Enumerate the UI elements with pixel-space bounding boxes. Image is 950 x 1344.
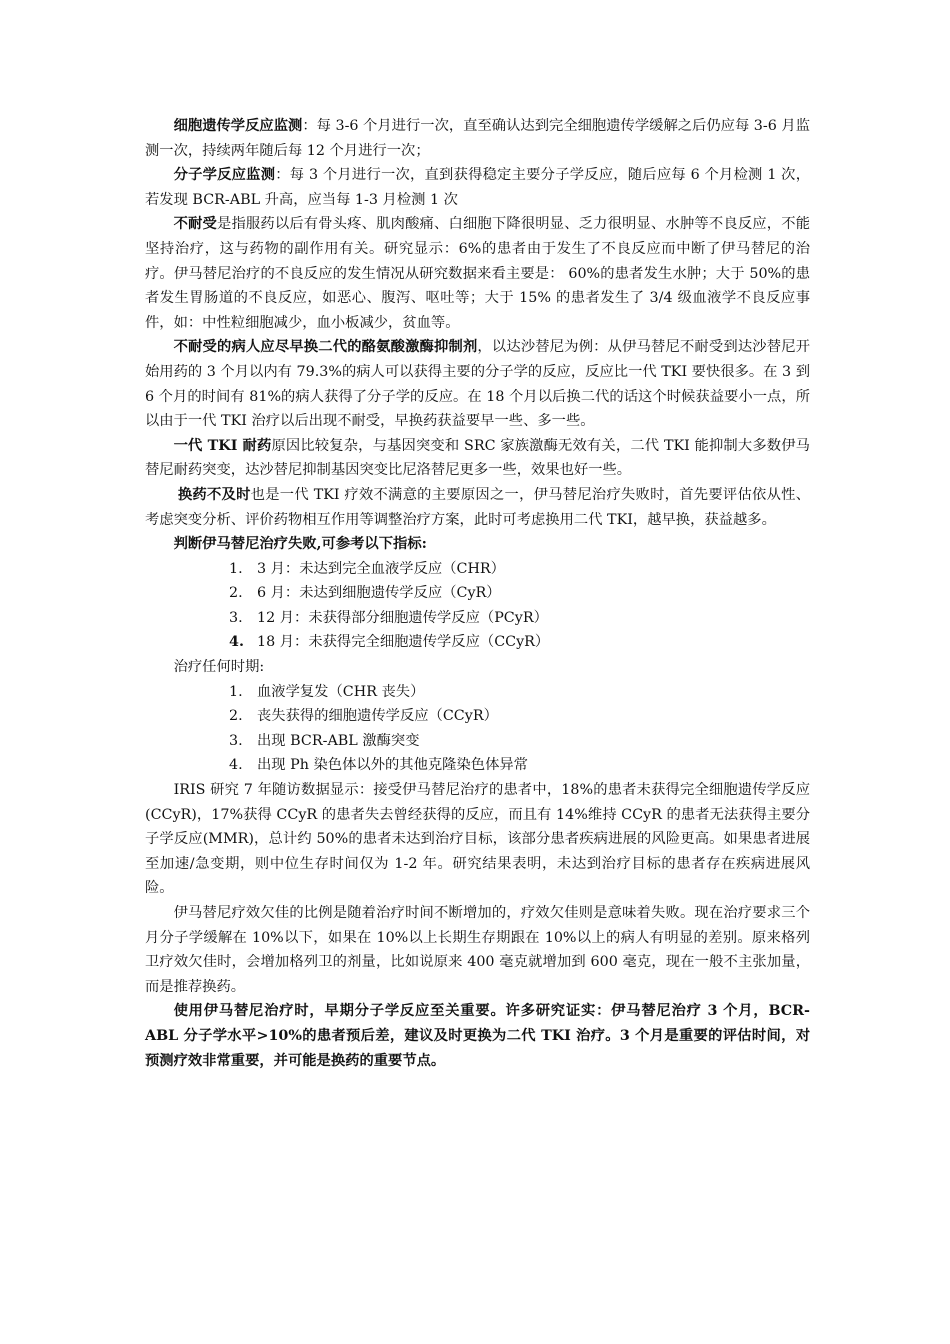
list-item [145, 557, 810, 582]
list-text: 12 月：未获得部分细胞遗传学反应（PCyR） [257, 609, 548, 626]
list-number: 2. [229, 708, 243, 725]
list-text: 出现 Ph 染色体以外的其他克隆染色体异常 [257, 757, 528, 774]
paragraph-intolerance [145, 212, 810, 335]
list-number: 3. [229, 732, 243, 749]
term-second-gen-switch: 不耐受的病人应尽早换二代的酪氨酸激酶抑制剂 [173, 339, 478, 356]
list-text: 丧失获得的细胞遗传学反应（CCyR） [257, 708, 498, 725]
paragraph-text: 原因比较复杂，与基因突变和 SRC 家族激酶无效有关，二代 TKI 能抑制大多数伊马替尼耐药突变，达沙替尼抑制基因突变比尼洛替尼更多一些，效果也好一些。 [145, 437, 810, 479]
list-text: 6 月：未达到细胞遗传学反应（CyR） [257, 585, 501, 602]
term-cytogenetic-monitoring: 细胞遗传学反应监测 [173, 118, 303, 134]
term-late-switch: 换药不及时 [177, 486, 251, 503]
list-item [145, 753, 810, 778]
paragraph-cytogenetic-monitoring [145, 114, 810, 163]
term-first-gen-resistance: 一代 TKI 耐药 [173, 437, 272, 454]
list-item [145, 606, 810, 631]
any-time-label: 治疗任何时期: [173, 659, 265, 676]
paragraph-text: ，以达沙替尼为例：从伊马替尼不耐受到达沙替尼开始用药的 3 个月以内有 79.3%的病人可以获得主要的分子学的反应，反应比一代 TKI 要快很多。在 3 到 6 个月的时间有 81%的病人获得了分子学的反应。在 18 个月以后换二代的话这个时候获益要小一点，所以由于一代 TKI 治疗以后出现不耐受，早换药获益要早一些、多一些。 [145, 339, 811, 430]
paragraph-late-switch [145, 483, 810, 532]
paragraph-early-molecular-response: 使用伊马替尼治疗时，早期分子学反应至关重要。许多研究证实：伊马替尼治疗 3 个月，BCR-ABL 分子学水平>10%的患者预后差，建议及时更换为二代 TKI 治疗。3 个月是重要的评估时间，对预测疗效非常重要，并可能是换药的重要节点。 [145, 1003, 810, 1069]
paragraph-text: ：每 3-6 个月进行一次，直至确认达到完全细胞遗传学缓解之后仍应每 3-6 月监测一次，持续两年随后每 12 个月进行一次； [145, 118, 810, 159]
term-molecular-monitoring: 分子学反应监测 [173, 167, 276, 184]
list-number: 4. [229, 757, 243, 774]
list-text: 18 月：未获得完全细胞遗传学反应（CCyR） [257, 634, 550, 651]
paragraph-suboptimal-response: 伊马替尼疗效欠佳的比例是随着治疗时间不断增加的，疗效欠佳则是意味着失败。现在治疗要求三个月分子学缓解在 10%以下，如果在 10%以上长期生存期跟在 10%以上的病人有明显的差别。原来格列卫疗效欠佳时，会增加格列卫的剂量，比如说原来 400 毫克就增加到 600 毫克，现在一般不主张加量，而是推荐换药。 [145, 905, 810, 995]
paragraph-second-gen-switch [145, 335, 810, 433]
list-number: 4. [229, 634, 244, 651]
list-item [145, 680, 810, 705]
list-text: 出现 BCR-ABL 激酶突变 [257, 732, 420, 749]
list-number: 1. [229, 560, 243, 577]
list-item [145, 630, 810, 655]
list-text: 血液学复发（CHR 丧失） [257, 683, 425, 700]
list-number: 3. [229, 609, 243, 626]
failure-criteria-heading: 判断伊马替尼治疗失败,可参考以下指标: [173, 536, 427, 553]
paragraph-first-gen-resistance [145, 434, 810, 483]
document-body [145, 114, 810, 1073]
paragraph-text: ：每 3 个月进行一次，直到获得稳定主要分子学反应，随后应每 6 个月检测 1 次，若发现 BCR-ABL 升高，应当每 1-3 月检测 1 次 [145, 167, 811, 208]
paragraph-molecular-monitoring [145, 163, 810, 212]
list-item [145, 729, 810, 754]
failure-criteria-list [145, 557, 810, 655]
list-number: 1. [229, 683, 243, 700]
list-text: 3 月：未达到完全血液学反应（CHR） [257, 560, 505, 577]
list-number: 2. [229, 585, 243, 602]
term-intolerance: 不耐受 [173, 216, 217, 233]
paragraph-text: 也是一代 TKI 疗效不满意的主要原因之一，伊马替尼治疗失败时，首先要评估依从性、考虑突变分析、评价药物相互作用等调整治疗方案，此时可考虑换用二代 TKI，越早换，获益越多。 [145, 486, 810, 528]
list-item [145, 704, 810, 729]
list-item [145, 581, 810, 606]
any-time-criteria-list [145, 680, 810, 778]
paragraph-iris-study: IRIS 研究 7 年随访数据显示：接受伊马替尼治疗的患者中，18%的患者未获得完全细胞遗传学反应(CCyR)，17%获得 CCyR 的患者失去曾经获得的反应，而且有 14%维持 CCyR 的患者无法获得主要分子学反应(MMR)，总计约 50%的患者未达到治疗目标，该部分患者疾病进展的风险更高。如果患者进展至加速/急变期，则中位生存时间仅为 1-2 年。研究结果表明，未达到治疗目标的患者存在疾病进展风险。 [145, 782, 810, 897]
paragraph-text: 是指服药以后有骨头疼、肌肉酸痛、白细胞下降很明显、乏力很明显、水肿等不良反应，不能坚持治疗，这与药物的副作用有关。研究显示：6%的患者由于发生了不良反应而中断了伊马替尼的治疗。伊马替尼治疗的不良反应的发生情况从研究数据来看主要是： 60%的患者发生水肿；大于 50%的患者发生胃肠道的不良反应，如恶心、腹泻、呕吐等；大于 15% 的患者发生了 3/4 级血液学不良反应事件，如：中性粒细胞减少，血小板减少，贫血等。 [145, 216, 810, 331]
